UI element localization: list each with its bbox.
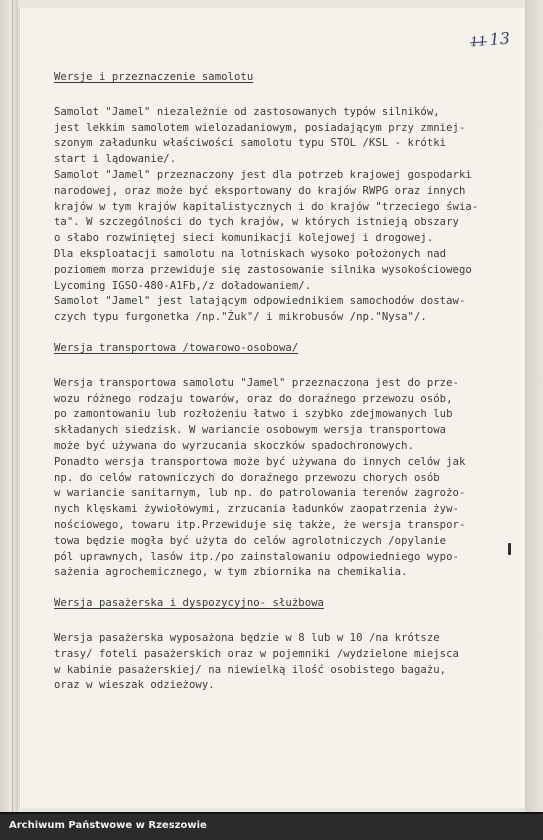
text-line: oraz w wieszak odzieżowy. [54, 679, 215, 692]
text-line: Samolot "Jamel" przeznaczony jest dla potrzeb krajowej gospodarki [54, 168, 472, 181]
text-line: Dla eksploatacji samolotu na lotniskach wysoko położonych nad [54, 247, 447, 260]
section-heading-versions: Wersje i przeznaczenie samolotu [54, 71, 254, 83]
binding-edge [0, 0, 18, 812]
text-line: start i lądowanie/. [54, 153, 177, 166]
text-line: w kabinie pasażerskiej/ na niewielką ilość osobistego bagażu, [54, 663, 447, 676]
text-line: poziomem morza przewiduje się zastosowanie silnika wysokościowego [54, 263, 472, 276]
spacer [54, 86, 514, 105]
footer-rule [0, 812, 543, 814]
text-line: nościowego, towaru itp.Przewiduje się także, że wersja transpor- [54, 518, 466, 531]
spacer [54, 326, 514, 341]
text-line: Wersja transportowa samolotu "Jamel" przeznaczona jest do prze- [54, 376, 459, 389]
text-line: Samolot "Jamel" niezależnie od zastosowanych typów silników, [54, 105, 440, 118]
text-line: jest lekkim samolotem wielozadaniowym, posiadającym przy zmniej- [54, 121, 466, 134]
struck-folio-number: 11 [469, 34, 488, 51]
text-line: Lycoming IGSO-480-A1Fb,/z doładowaniem/. [54, 279, 312, 292]
text-line: narodowej, oraz może być eksportowany do krajów RWPG oraz innych [54, 184, 466, 197]
text-line: nych klęskami żywiołowymi, zrzucania ładunków zaopatrzenia żyw- [54, 503, 459, 516]
right-margin-shadow [525, 0, 543, 812]
folio-number [469, 29, 510, 51]
spacer [54, 357, 514, 376]
spacer [54, 612, 514, 631]
text-line: może być używana do wyrzucania skoczków spadochronowych. [54, 439, 414, 452]
section-heading-passenger: Wersja pasażerska i dyspozycyjno- służbowa [54, 597, 324, 610]
text-line: wozu różnego rodzaju towarów, oraz do doraźnego przewozu osób, [54, 392, 453, 405]
spacer [54, 581, 514, 596]
text-line: składanych siedzisk. W wariancie osobowym wersja transportowa [54, 424, 447, 437]
text-line: o słabo rozwiniętej sieci komunikacji kolejowej i drogowej. [54, 232, 434, 245]
document-text [54, 70, 514, 694]
archive-footer [0, 812, 543, 840]
binding-crease [12, 0, 13, 812]
text-line: Samolot "Jamel" jest latającym odpowiednikiem samochodów dostaw- [54, 295, 466, 308]
text-line: Wersja pasażerska wyposażona będzie w 8 lub w 10 /na krótsze [54, 631, 440, 644]
text-line: po zamontowaniu lub rozłożeniu łatwo i szybko zdejmowanych lub [54, 408, 453, 421]
text-line: ta". W szczególności do tych krajów, w których istnieją obszary [54, 216, 459, 229]
margin-mark [508, 543, 511, 555]
text-line: pól uprawnych, lasów itp./po zainstalowaniu odpowiedniego wypo- [54, 550, 459, 563]
text-line: towa będzie mogła być użyta do celów agrolotniczych /opylanie [54, 534, 447, 547]
text-line: szonym załadunku właściwości samolotu typu STOL /KSL - krótki [54, 137, 447, 150]
text-line: czych typu furgonetka /np."Żuk"/ i mikrobusów /np."Nysa"/. [54, 311, 427, 324]
text-line: Ponadto wersja transportowa może być używana do innych celów jak [54, 455, 466, 468]
text-line: np. do celów ratowniczych do doraźnego przewozu chorych osób [54, 471, 440, 484]
current-folio-number: 13 [488, 28, 511, 50]
text-line: krajów w tym krajów kapitalistycznych i do krajów "trzeciego świa- [54, 200, 479, 213]
text-line: w wariancie sanitarnym, lub np. do patrolowania terenów zagrożo- [54, 487, 466, 500]
section-heading-transport: Wersja transportowa /towarowo-osobowa/ [54, 341, 299, 354]
text-line: sażenia agrochemicznego, w tym zbiornika na chemikalia. [54, 566, 408, 579]
text-line: trasy/ foteli pasażerskich oraz w pojemniki /wydzielone miejsca [54, 647, 459, 660]
archive-name: Archiwum Państwowe w Rzeszowie [9, 820, 207, 831]
